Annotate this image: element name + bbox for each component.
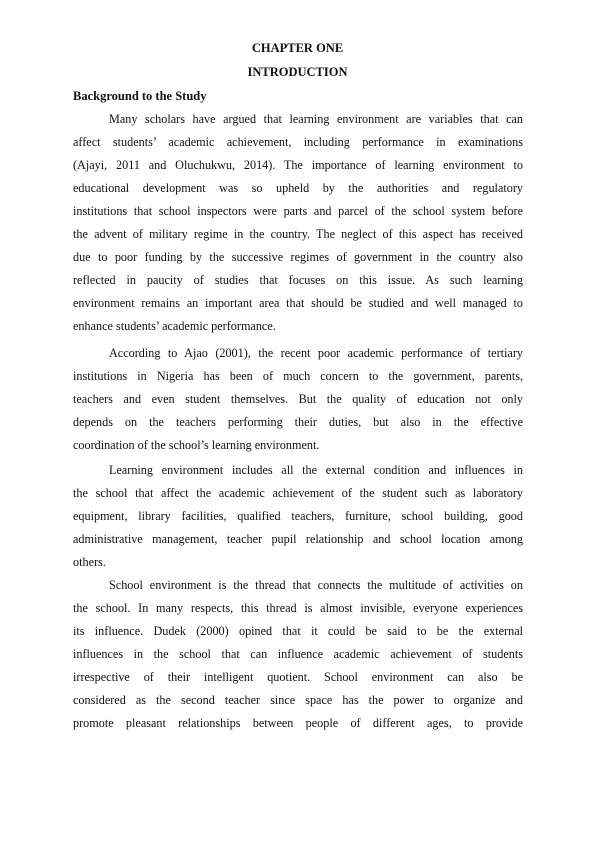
paragraph-3-line: administrative management, teacher pupil relationship and school location among	[73, 532, 523, 546]
paragraph-4-line: irrespective of their intelligent quotient. School environment can also be	[73, 670, 523, 684]
paragraph-4-line: its influence. Dudek (2000) opined that it could be said to be the external	[73, 624, 523, 638]
paragraph-4-line: School environment is the thread that connects the multitude of activities on	[109, 578, 523, 592]
paragraph-1-line: enhance students’ academic performance.	[73, 319, 276, 333]
paragraph-4-line: promote pleasant relationships between people of different ages, to provide	[73, 716, 523, 730]
chapter-number: CHAPTER ONE	[251, 41, 344, 55]
paragraph-4-line: influences in the school that can influence academic achievement of students	[73, 647, 523, 661]
paragraph-3-line: equipment, library facilities, qualified teachers, furniture, school building, good	[73, 509, 523, 523]
paragraph-2-line: coordination of the school’s learning environment.	[73, 438, 320, 452]
paragraph-2-line: According to Ajao (2001), the recent poor academic performance of tertiary	[109, 346, 523, 360]
chapter-title: INTRODUCTION	[247, 65, 348, 79]
paragraph-1-line: educational development was so upheld by the authorities and regulatory	[73, 181, 523, 195]
paragraph-1-line: the advent of military regime in the country. The neglect of this aspect has received	[73, 227, 523, 241]
paragraph-1-line: Many scholars have argued that learning environment are variables that can	[109, 112, 523, 126]
paragraph-2-line: teachers and even student themselves. But the quality of education not only	[73, 392, 523, 406]
paragraph-4-line: the school. In many respects, this thread is almost invisible, everyone experiences	[73, 601, 523, 615]
paragraph-2-line: institutions in Nigeria has been of much concern to the government, parents,	[73, 369, 523, 383]
paragraph-1-line: environment remains an important area that should be studied and well managed to	[73, 296, 523, 310]
paragraph-4-line: considered as the second teacher since space has the power to organize and	[73, 693, 523, 707]
paragraph-1-line: affect students’ academic achievement, including performance in examinations	[73, 135, 523, 149]
section-heading: Background to the Study	[73, 89, 207, 103]
paragraph-1-line: reflected in paucity of studies that focuses on this issue. As such learning	[73, 273, 523, 287]
paragraph-2-line: depends on the teachers performing their duties, but also in the effective	[73, 415, 523, 429]
paragraph-3-line: Learning environment includes all the external condition and influences in	[109, 463, 523, 477]
paragraph-1-line: institutions that school inspectors were parts and parcel of the school system before	[73, 204, 523, 218]
paragraph-1-line: (Ajayi, 2011 and Oluchukwu, 2014). The importance of learning environment to	[73, 158, 523, 172]
paragraph-3-line: the school that affect the academic achievement of the student such as laboratory	[73, 486, 523, 500]
paragraph-1-line: due to poor funding by the successive regimes of government in the country also	[73, 250, 523, 264]
paragraph-3-line: others.	[73, 555, 106, 569]
